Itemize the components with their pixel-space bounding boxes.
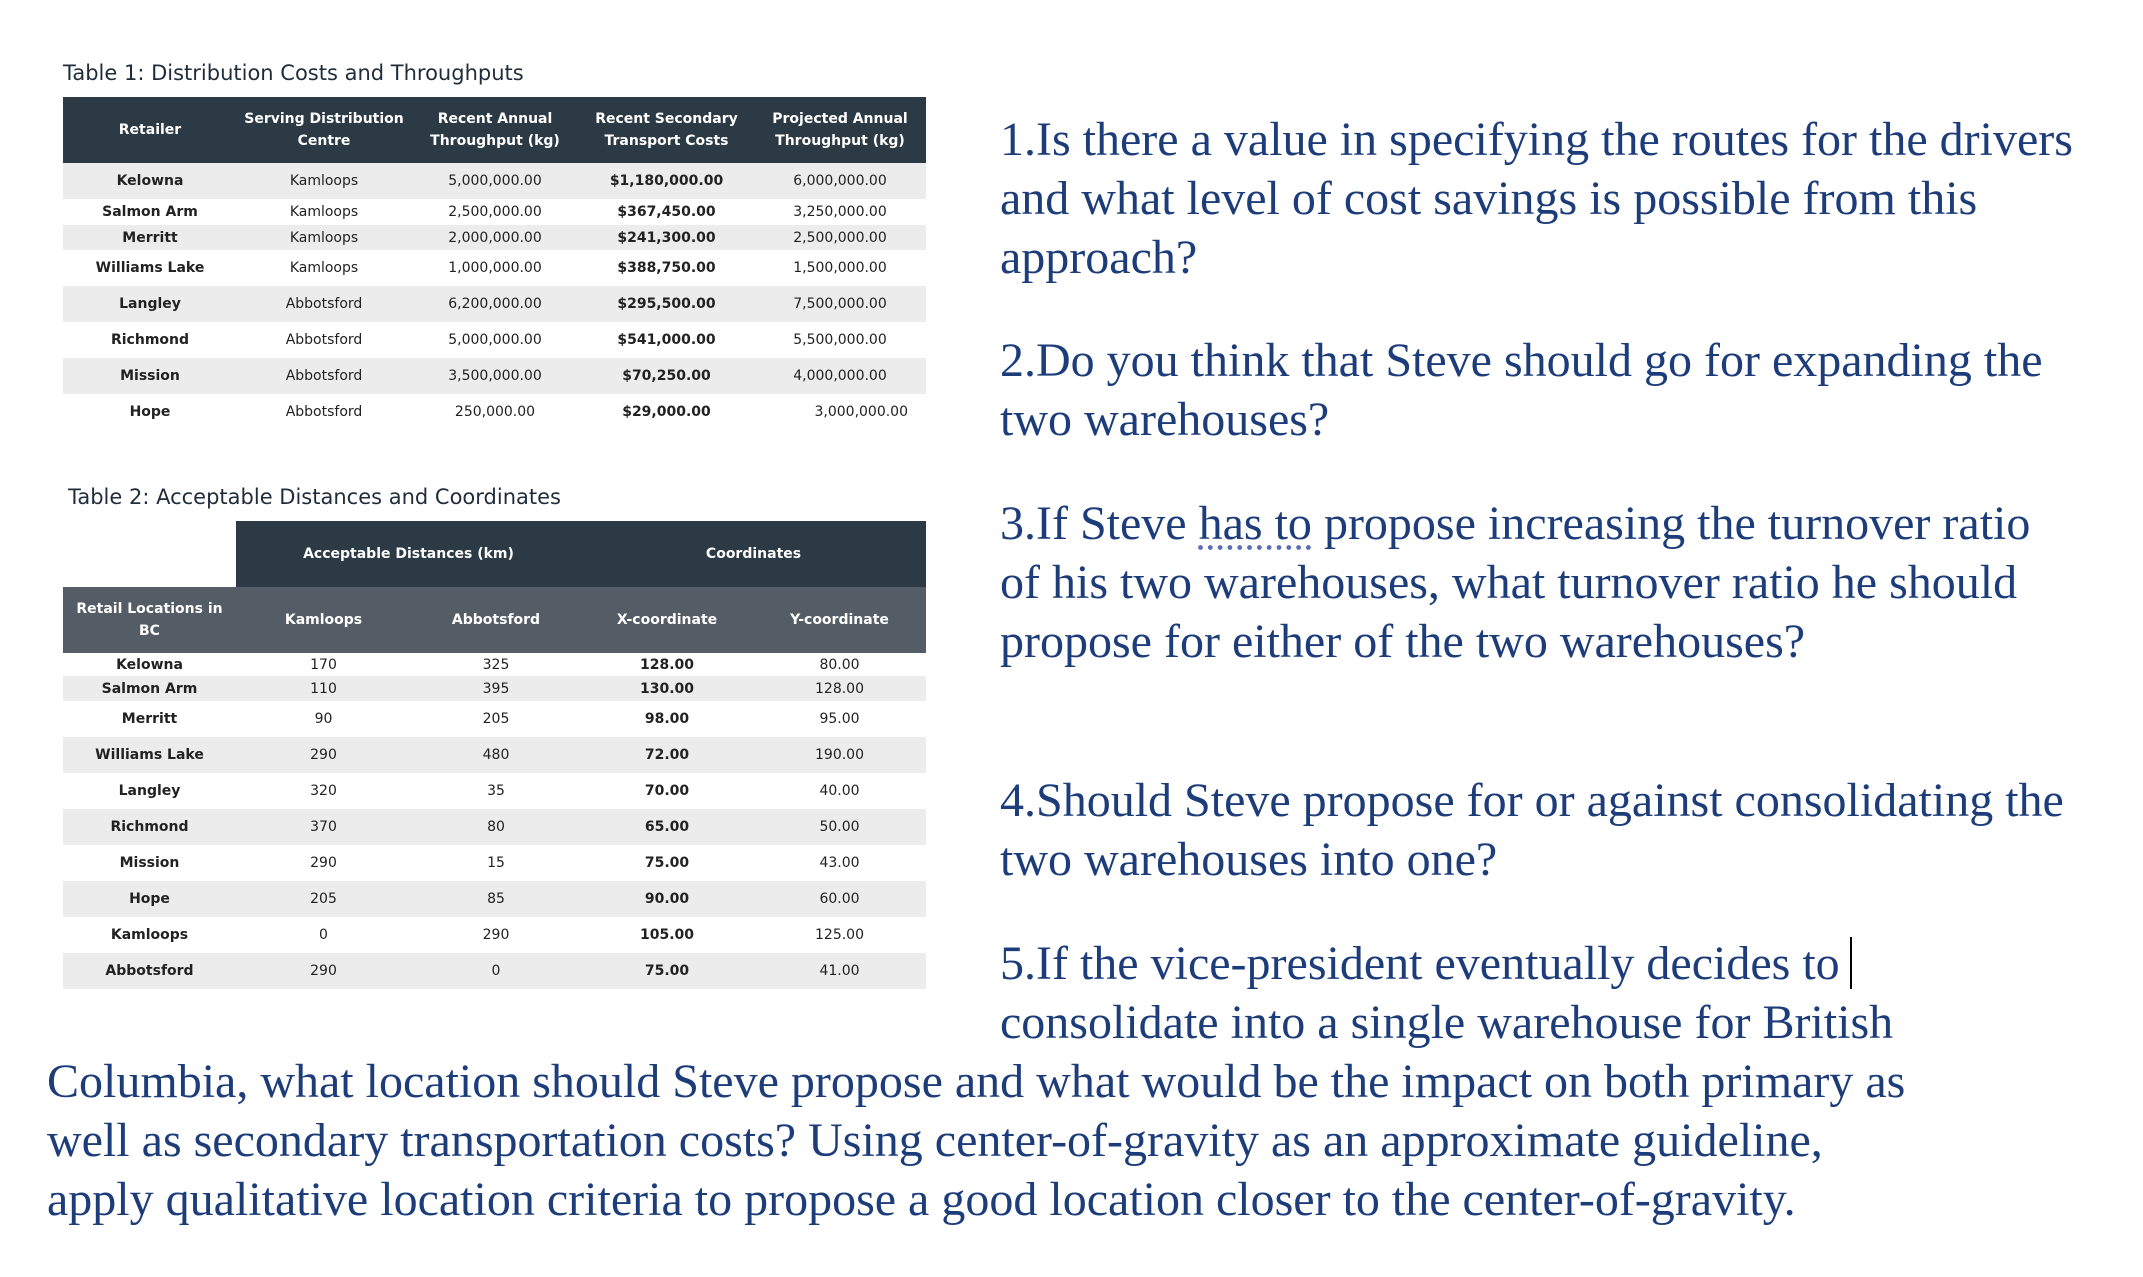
question-1: 1.Is there a value in specifying the routes for the drivers and what level of cost savings is possible from this approach?	[1000, 113, 2073, 284]
x-coordinate-cell: 90.00	[644, 891, 690, 907]
cost-cell: $70,250.00	[622, 368, 711, 384]
table-row	[63, 953, 926, 989]
distribution-costs-table	[63, 97, 926, 430]
dc-cell: Abbotsford	[285, 296, 363, 312]
grammar-flagged-phrase[interactable]: has to	[1198, 497, 1312, 550]
recent-throughput-cell: 1,000,000.00	[448, 260, 542, 276]
dc-cell: Kamloops	[289, 229, 359, 246]
retailer-cell: Langley	[119, 296, 181, 312]
group-header-distances: Acceptable Distances (km)	[236, 521, 581, 587]
cost-cell: $541,000.00	[617, 332, 716, 348]
table-row	[63, 163, 926, 199]
question-2: 2.Do you think that Steve should go for expanding the two warehouses?	[1000, 334, 2043, 446]
question-5-line-1-text: 5.If the vice-president eventually decides to	[1000, 937, 1840, 990]
recent-throughput-cell: 3,500,000.00	[448, 368, 542, 384]
recent-throughput-cell: 250,000.00	[454, 404, 536, 420]
location-cell: Williams Lake	[95, 747, 204, 763]
kamloops-distance-cell: 290	[310, 747, 337, 763]
projected-throughput-cell: 5,500,000.00	[793, 332, 887, 348]
retailer-cell: Merritt	[122, 229, 178, 246]
kamloops-distance-cell: 290	[310, 855, 337, 871]
projected-throughput-cell: 1,500,000.00	[793, 260, 887, 276]
retailer-cell: Williams Lake	[95, 260, 205, 276]
cost-cell: $388,750.00	[617, 260, 716, 276]
cost-cell: $241,300.00	[617, 229, 716, 246]
table-row	[63, 199, 926, 225]
col-header-retail-location: Retail Locations in BC	[76, 601, 223, 639]
col-header-distribution-centre: Serving Distribution Centre	[244, 111, 404, 149]
dc-cell: Abbotsford	[285, 368, 363, 384]
abbotsford-distance-cell: 480	[482, 747, 510, 763]
kamloops-distance-cell: 290	[310, 963, 337, 979]
x-coordinate-cell: 130.00	[639, 680, 695, 697]
retailer-cell: Hope	[129, 404, 171, 420]
col-header-retailer: Retailer	[118, 122, 182, 138]
cost-cell: $29,000.00	[622, 404, 711, 420]
projected-throughput-cell: 7,500,000.00	[793, 296, 887, 312]
table-row	[63, 701, 926, 737]
x-coordinate-cell: 65.00	[644, 819, 690, 835]
y-coordinate-cell: 128.00	[815, 680, 864, 697]
table-row	[63, 394, 926, 430]
table2-caption: Table 2: Acceptable Distances and Coordinates	[68, 485, 561, 509]
y-coordinate-cell: 190.00	[815, 747, 864, 763]
table-row	[63, 676, 926, 701]
question-4: 4.Should Steve propose for or against consolidating the two warehouses into one?	[1000, 774, 2064, 886]
x-coordinate-cell: 75.00	[644, 855, 690, 871]
location-cell: Hope	[129, 891, 170, 907]
kamloops-distance-cell: 90	[314, 711, 333, 727]
kamloops-distance-cell: 320	[310, 783, 337, 799]
table-row	[63, 653, 926, 676]
abbotsford-distance-cell: 15	[487, 855, 505, 871]
dc-cell: Abbotsford	[285, 332, 363, 348]
distances-coordinates-table	[63, 521, 926, 989]
location-cell: Merritt	[121, 711, 178, 727]
table2-group-header-row	[63, 521, 926, 587]
retailer-cell: Kelowna	[116, 173, 184, 189]
col-header-recent-throughput: Recent Annual Throughput (kg)	[430, 111, 560, 149]
abbotsford-distance-cell: 325	[482, 656, 510, 673]
table-row	[63, 737, 926, 773]
retailer-cell: Salmon Arm	[102, 204, 198, 220]
recent-throughput-cell: 5,000,000.00	[448, 332, 542, 348]
retailer-cell: Richmond	[110, 332, 190, 348]
y-coordinate-cell: 43.00	[819, 855, 860, 871]
question-5-line-3: Columbia, what location should Steve propose and what would be the impact on both primary as	[47, 1055, 1906, 1108]
location-cell: Langley	[118, 783, 181, 799]
abbotsford-distance-cell: 35	[487, 783, 505, 799]
table-row	[63, 286, 926, 322]
col-header-secondary-costs: Recent Secondary Transport Costs	[595, 111, 738, 149]
location-cell: Kamloops	[110, 927, 189, 943]
empty-corner-cell	[63, 521, 236, 587]
table-row	[63, 917, 926, 953]
col-header-y-coordinate: Y-coordinate	[790, 612, 889, 628]
y-coordinate-cell: 95.00	[819, 711, 860, 727]
y-coordinate-cell: 50.00	[819, 819, 860, 835]
abbotsford-distance-cell: 205	[482, 711, 510, 727]
table2-header-row	[63, 587, 926, 653]
question-3-text-start: 3.If Steve	[1000, 497, 1199, 550]
table-row	[63, 322, 926, 358]
projected-throughput-cell: 3,000,000.00	[814, 404, 908, 420]
x-coordinate-cell: 128.00	[639, 656, 695, 673]
abbotsford-distance-cell: 0	[491, 963, 501, 979]
recent-throughput-cell: 2,000,000.00	[448, 229, 542, 246]
col-header-kamloops: Kamloops	[284, 612, 363, 628]
question-3	[1000, 494, 2080, 671]
projected-throughput-cell: 6,000,000.00	[793, 173, 887, 189]
x-coordinate-cell: 98.00	[644, 711, 690, 727]
dc-cell: Kamloops	[289, 260, 359, 276]
dc-cell: Abbotsford	[285, 404, 363, 420]
x-coordinate-cell: 105.00	[639, 927, 695, 943]
y-coordinate-cell: 125.00	[815, 927, 864, 943]
dc-cell: Kamloops	[289, 204, 359, 220]
table-row	[63, 881, 926, 917]
location-cell: Abbotsford	[105, 963, 194, 979]
location-cell: Richmond	[110, 819, 189, 835]
question-5-line-4: well as secondary transportation costs? Using center-of-gravity as an approximate guideline,	[47, 1114, 1823, 1167]
table-row	[63, 250, 926, 286]
cost-cell: $367,450.00	[617, 204, 716, 220]
cost-cell: $1,180,000.00	[609, 173, 724, 189]
projected-throughput-cell: 4,000,000.00	[793, 368, 887, 384]
question-5-line-1	[1000, 934, 1852, 993]
table1-header-row	[63, 97, 926, 163]
question-3-text-end: propose increasing the turnover ratio of his two warehouses, what turnover ratio he should propose for either of the two warehouses?	[1000, 497, 2031, 668]
abbotsford-distance-cell: 395	[482, 680, 510, 697]
y-coordinate-cell: 60.00	[819, 891, 860, 907]
y-coordinate-cell: 80.00	[819, 656, 860, 673]
kamloops-distance-cell: 0	[319, 927, 328, 943]
recent-throughput-cell: 6,200,000.00	[448, 296, 542, 312]
x-coordinate-cell: 75.00	[644, 963, 690, 979]
group-header-coordinates: Coordinates	[581, 521, 926, 587]
dc-cell: Kamloops	[289, 173, 359, 189]
kamloops-distance-cell: 205	[310, 891, 337, 907]
table-row	[63, 845, 926, 881]
table1-caption: Table 1: Distribution Costs and Throughputs	[63, 61, 524, 85]
question-5-line-5: apply qualitative location criteria to propose a good location closer to the center-of-gravity.	[47, 1173, 1796, 1226]
table-row	[63, 809, 926, 845]
abbotsford-distance-cell: 85	[487, 891, 505, 907]
recent-throughput-cell: 2,500,000.00	[448, 204, 542, 220]
kamloops-distance-cell: 170	[310, 656, 337, 673]
col-header-x-coordinate: X-coordinate	[616, 612, 718, 628]
retailer-cell: Mission	[120, 368, 180, 384]
text-cursor	[1850, 937, 1852, 989]
projected-throughput-cell: 2,500,000.00	[793, 229, 887, 246]
kamloops-distance-cell: 370	[310, 819, 337, 835]
table-row	[63, 358, 926, 394]
abbotsford-distance-cell: 80	[487, 819, 505, 835]
table-row	[63, 773, 926, 809]
x-coordinate-cell: 70.00	[644, 783, 690, 799]
cost-cell: $295,500.00	[617, 296, 716, 312]
location-cell: Mission	[119, 855, 180, 871]
kamloops-distance-cell: 110	[310, 680, 337, 697]
col-header-projected-throughput: Projected Annual Throughput (kg)	[772, 111, 908, 149]
y-coordinate-cell: 40.00	[819, 783, 860, 799]
recent-throughput-cell: 5,000,000.00	[448, 173, 542, 189]
col-header-abbotsford: Abbotsford	[451, 612, 541, 628]
table-row	[63, 225, 926, 250]
location-cell: Salmon Arm	[101, 680, 198, 697]
projected-throughput-cell: 3,250,000.00	[793, 204, 887, 220]
abbotsford-distance-cell: 290	[482, 927, 510, 943]
question-5-line-2: consolidate into a single warehouse for British	[1000, 996, 1894, 1049]
y-coordinate-cell: 41.00	[819, 963, 860, 979]
x-coordinate-cell: 72.00	[644, 747, 690, 763]
location-cell: Kelowna	[116, 656, 183, 673]
